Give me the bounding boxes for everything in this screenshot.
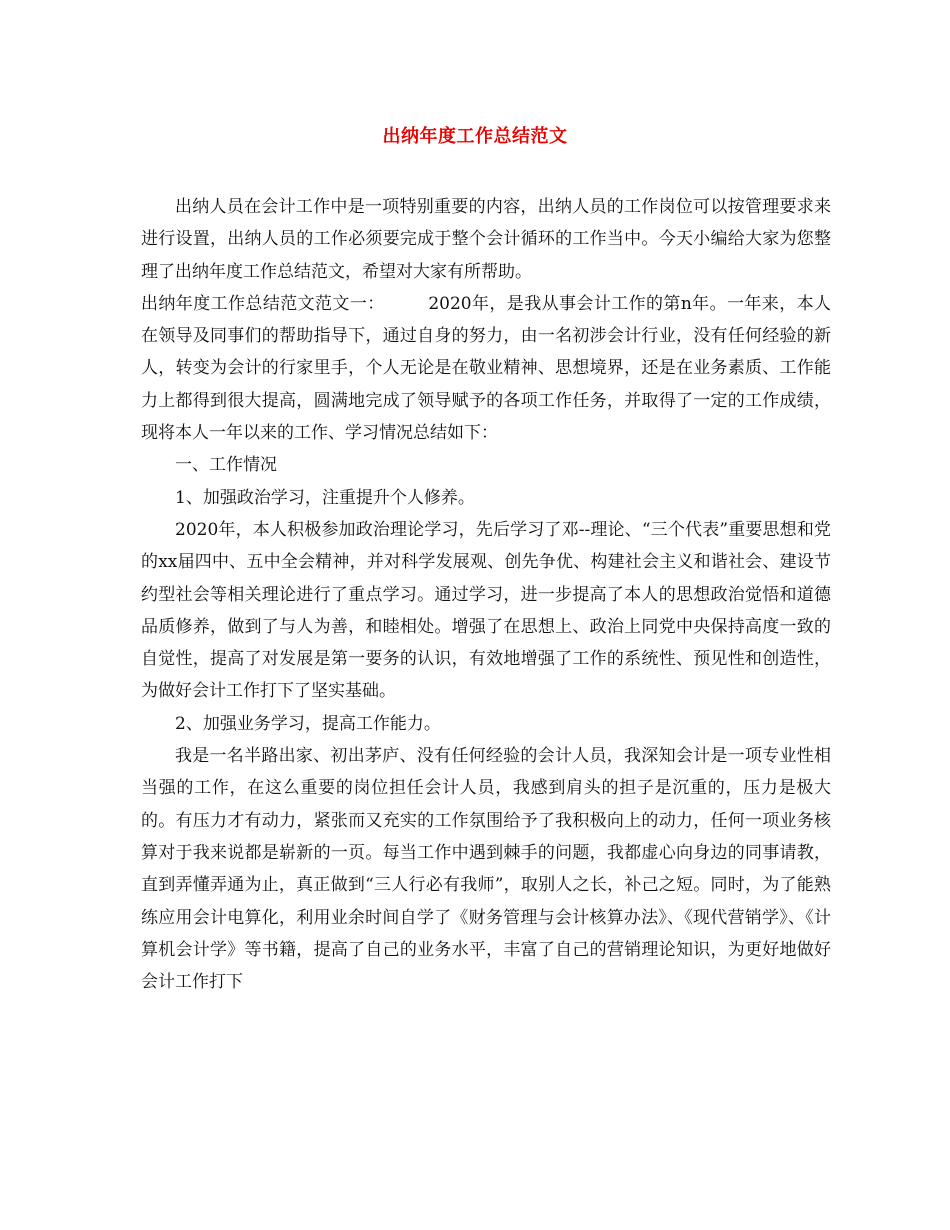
document-body bbox=[141, 191, 831, 998]
subheading-business-study: 2、加强业务学习，提高工作能力。 bbox=[175, 713, 441, 734]
intro-paragraph: 出纳人员在会计工作中是一项特别重要的内容，出纳人员的工作岗位可以按管理要求来进行设置，出纳人员的工作必须要完成于整个会计循环的工作当中。今天小编给大家为您整理了出纳年度工作总结范文，希望对大家有所帮助。 bbox=[141, 197, 831, 282]
section-heading-work: 一、工作情况 bbox=[175, 455, 277, 476]
subheading-political-study: 1、加强政治学习，注重提升个人修养。 bbox=[175, 487, 475, 508]
essay-intro-paragraph: 出纳年度工作总结范文范文一： 2020年，是我从事会计工作的第n年。一年来，本人在领导及同事们的帮助指导下，通过自身的努力，由一名初涉会计行业，没有任何经验的新人，转变为会计的行家里手，个人无论是在敬业精神、思想境界，还是在业务素质、工作能力上都得到很大提高，圆满地完成了领导赋予的各项工作任务，并取得了一定的工作成绩，现将本人一年以来的工作、学习情况总结如下： bbox=[141, 293, 831, 444]
political-study-paragraph: 2020年，本人积极参加政治理论学习，先后学习了邓--理论、“三个代表”重要思想和党的xx届四中、五中全会精神，并对科学发展观、创先争优、构建社会主义和谐社会、建设节约型社会等相关理论进行了重点学习。通过学习，进一步提高了本人的思想政治觉悟和道德品质修养，做到了与人为善，和睦相处。增强了在思想上、政治上同党中央保持高度一致的自觉性，提高了对发展是第一要务的认识，有效地增强了工作的系统性、预见性和创造性，为做好会计工作打下了坚实基础。 bbox=[141, 519, 831, 702]
document-title: 出纳年度工作总结范文 bbox=[382, 126, 568, 147]
business-study-paragraph: 我是一名半路出家、初出茅庐、没有任何经验的会计人员，我深知会计是一项专业性相当强的工作，在这么重要的岗位担任会计人员，我感到肩头的担子是沉重的，压力是极大的。有压力才有动力，紧张而又充实的工作氛围给予了我积极向上的动力，任何一项业务核算对于我来说都是崭新的一页。每当工作中遇到棘手的问题，我都虚心向身边的同事请教，直到弄懂弄通为止，真正做到“三人行必有我师”，取别人之长，补己之短。同时，为了能熟练应用会计电算化，利用业余时间自学了《财务管理与会计核算办法》、《现代营销学》、《计算机会计学》等书籍，提高了自己的业务水平，丰富了自己的营销理论知识，为更好地做好会计工作打下 bbox=[141, 746, 831, 993]
